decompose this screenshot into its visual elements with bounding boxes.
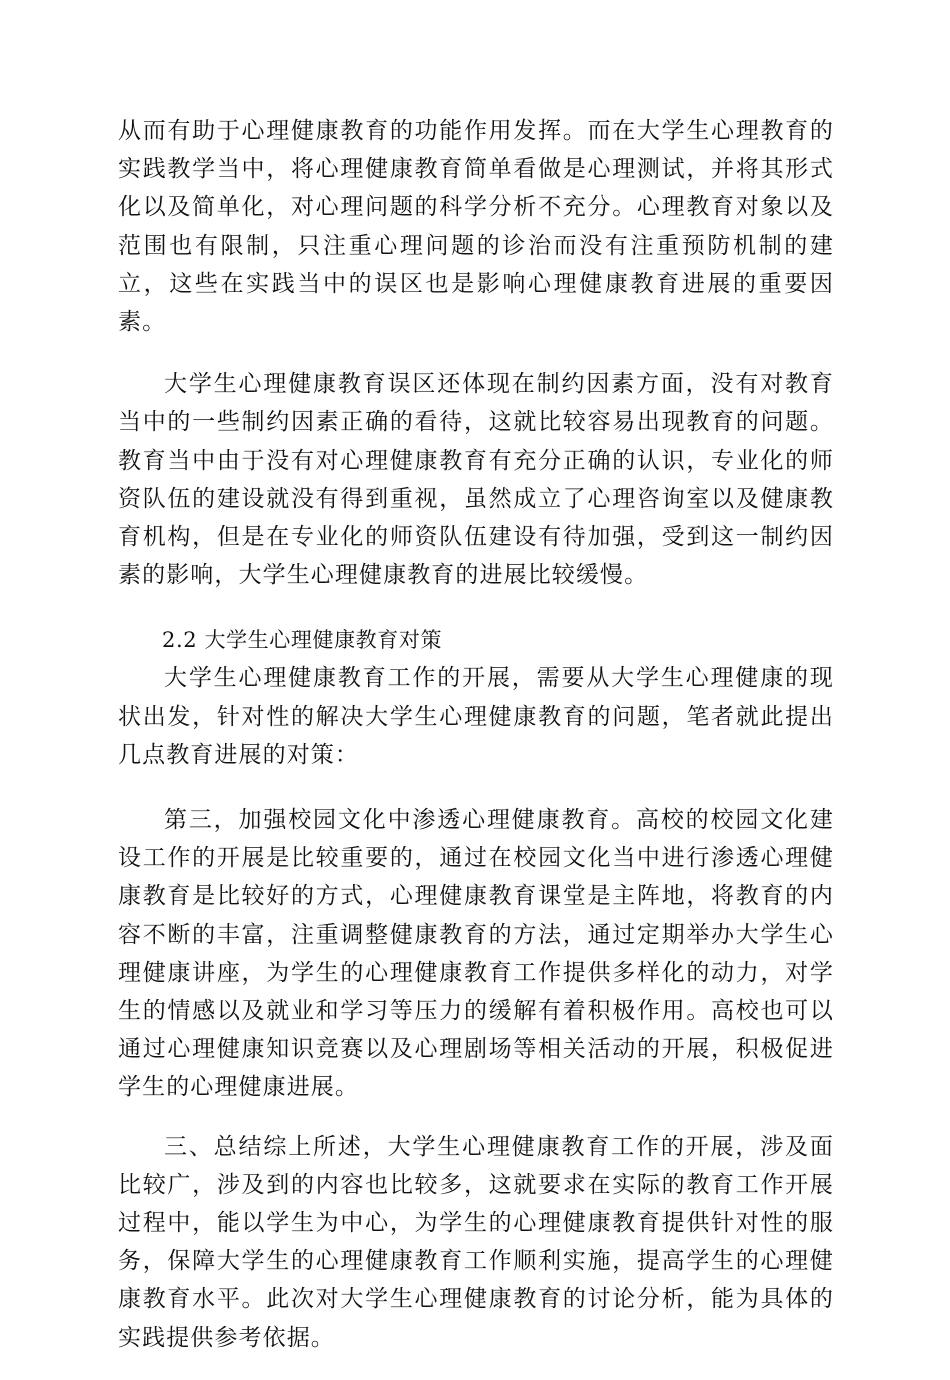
paragraph-countermeasures-intro: 大学生心理健康教育工作的开展，需要从大学生心理健康的现状出发，针对性的解决大学生心理健康教育的问题，笔者就此提出几点教育进展的对策： <box>118 665 834 768</box>
paragraph-campus-culture: 第三，加强校园文化中渗透心理健康教育。高校的校园文化建设工作的开展是比较重要的，通过在校园文化当中进行渗透心理健康教育是比较好的方式，心理健康教育课堂是主阵地，将教育的内容不断的丰富，注重调整健康教育的方法，通过定期举办大学生心理健康讲座，为学生的心理健康教育工作提供多样化的动力，对学生的情感以及就业和学习等压力的缓解有着积极作用。高校也可以通过心理健康知识竞赛以及心理剧场等相关活动的开展，积极促进学生的心理健康进展。 <box>118 807 834 1101</box>
paragraph-continuation: 从而有助于心理健康教育的功能作用发挥。而在大学生心理教育的实践教学当中，将心理健康教育简单看做是心理测试，并将其形式化以及简单化，对心理问题的科学分析不充分。心理教育对象以及范围也有限制，只注重心理问题的诊治而没有注重预防机制的建立，这些在实践当中的误区也是影响心理健康教育进展的重要因素。 <box>118 118 834 336</box>
paragraph-constraints: 大学生心理健康教育误区还体现在制约因素方面，没有对教育当中的一些制约因素正确的看待，这就比较容易出现教育的问题。教育当中由于没有对心理健康教育有充分正确的认识，专业化的师资队伍的建设就没有得到重视，虽然成立了心理咨询室以及健康教育机构，但是在专业化的师资队伍建设有待加强，受到这一制约因素的影响，大学生心理健康教育的进展比较缓慢。 <box>118 371 834 589</box>
paragraph-conclusion: 三、总结综上所述，大学生心理健康教育工作的开展，涉及面比较广，涉及到的内容也比较多，这就要求在实际的教育工作开展过程中，能以学生为中心，为学生的心理健康教育提供针对性的服务，保障大学生的心理健康教育工作顺利实施，提高学生的心理健康教育水平。此次对大学生心理健康教育的讨论分析，能为具体的实践提供参考依据。 <box>118 1133 834 1351</box>
section-heading: 2.2 大学生心理健康教育对策 <box>162 628 443 653</box>
document-page <box>118 112 834 1380</box>
